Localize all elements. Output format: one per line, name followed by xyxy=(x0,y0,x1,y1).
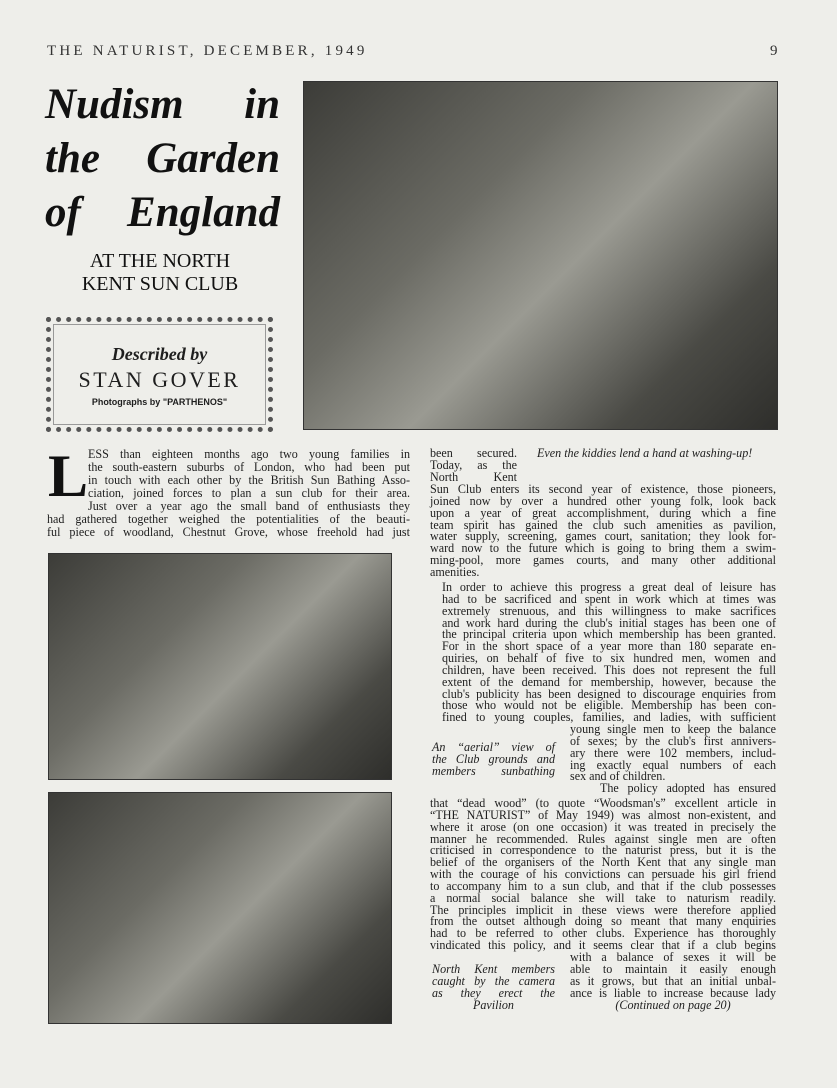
text-line: that “dead wood” (to quote “Woodsman's” excellent article in xyxy=(430,796,776,810)
text-line: ful piece of woodland, Chestnut Grove, whose freehold had just xyxy=(47,525,410,539)
page-number: 9 xyxy=(770,43,778,59)
text-line: had to be sacrificed and spent in work which at times was xyxy=(442,591,776,606)
text-line: The policy adopted has ensured xyxy=(600,781,776,796)
text-line: For in the short space of a year more than 180 separate en- xyxy=(442,639,776,654)
text-line: had gathered together weighed the potentialities of the beauti- xyxy=(47,512,410,526)
text-line: able to maintain it easily enough xyxy=(570,961,776,976)
right-narrow-2 xyxy=(570,952,776,999)
text-line: caught by the camera xyxy=(432,973,555,988)
text-line: the south-eastern suburbs of London, who had been put xyxy=(88,460,410,474)
text-line: in touch with each other by the British Sun Bathing Asso- xyxy=(88,473,410,487)
text-line: a normal social balance she will take to naturism readily. xyxy=(430,890,776,905)
text-line: criticised in correspondence to the naturist press, but it is the xyxy=(430,843,776,858)
author-name: STAN GOVER xyxy=(78,367,241,392)
text-line: In order to achieve this progress a great deal of leisure has xyxy=(442,580,776,594)
text-line: belief of the organisers of the North Kent that any single man xyxy=(430,855,776,870)
photo-aerial-view xyxy=(48,553,392,780)
text-line: amenities. xyxy=(430,564,480,579)
text-line: the principal criteria upon which membership has been granted. xyxy=(442,627,776,642)
caption-washing-up: Even the kiddies lend a hand at washing-up! xyxy=(537,446,753,460)
text-line: ing exactly equal numbers of each xyxy=(570,757,776,772)
text-line: ming-pool, more games courts, and many other additional xyxy=(430,553,776,568)
title-line: of England xyxy=(45,189,280,236)
text-line: North Kent xyxy=(430,469,517,484)
text-line: ward now to the future which is going to bring them a swim- xyxy=(430,541,776,556)
text-line: young single men to keep the balance xyxy=(570,722,776,736)
text-line: extremely strenuous, and this willingness to make sacrifices xyxy=(442,603,776,618)
byline-box xyxy=(46,317,273,432)
text-line: sex and of children. xyxy=(570,769,666,784)
text-line: and work hard during the club's initial stages has been one of xyxy=(442,615,776,630)
text-line: vindicated this policy, and it seems clear that if a club begins xyxy=(430,938,776,953)
text-line: where it arose (on one occasion) it was treated in precisely the xyxy=(430,819,776,834)
text-line: with the courage of his convictions can persuade his girl friend xyxy=(430,867,776,882)
title-line: Nudism in xyxy=(45,81,280,128)
text-line: ESS than eighteen months ago two young families in xyxy=(88,447,410,461)
caption-aerial-view xyxy=(432,742,555,778)
text-line: North Kent members xyxy=(432,962,555,976)
right-narrow-1 xyxy=(570,724,776,795)
drop-cap: L xyxy=(48,443,89,509)
article-title xyxy=(45,78,280,240)
text-line: children, have been received. This does not represent the full xyxy=(442,662,776,677)
text-line: ance is liable to increase because lady xyxy=(570,985,776,1000)
running-head: THE NATURIST, DECEMBER, 1949 xyxy=(47,43,368,59)
text-line: as they erect the xyxy=(432,985,555,1000)
left-intro-full xyxy=(47,513,410,539)
text-line: fined to young couples, families, and ladies, with sufficient xyxy=(442,710,776,725)
caption-pavilion xyxy=(432,964,555,1011)
text-line: club's publicity has been designed to discourage enquiries from xyxy=(442,686,776,701)
left-intro-indented xyxy=(88,448,410,513)
text-line: from the outset although doing so meant that many enquiries xyxy=(430,914,776,929)
text-line: to accompany him to a sun club, and that if the club possesses xyxy=(430,878,776,893)
text-line: members sunbathing xyxy=(432,763,555,778)
right-paragraph-1 xyxy=(430,484,776,579)
text-line: as it grows, but that an initial unbal- xyxy=(570,973,776,988)
text-line: An “aerial” view of xyxy=(432,740,555,754)
text-line: the Club grounds and xyxy=(432,751,555,766)
right-short-lines xyxy=(430,448,517,484)
text-line: had to be referred to other clubs. Experience has thoroughly xyxy=(430,926,776,941)
right-paragraph-2 xyxy=(430,582,776,724)
text-line: Pavilion xyxy=(473,997,514,1012)
text-line: with a balance of sexes it will be xyxy=(570,950,776,964)
right-paragraph-3 xyxy=(430,798,776,952)
text-line: Today, as the xyxy=(430,457,517,472)
text-line: joined now by over a hundred other young folk, look back xyxy=(430,493,776,508)
article-subtitle xyxy=(45,250,275,296)
photo-washing-up xyxy=(303,81,778,430)
text-line: Sun Club enters its second year of existence, those pioneers, xyxy=(430,482,776,496)
text-line: water supply, screening, games court, sanitation; they look for- xyxy=(430,529,776,544)
subtitle-line: KENT SUN CLUB xyxy=(81,273,239,295)
text-line: “THE NATURIST” of May 1949) was almost non-existent, and xyxy=(430,807,776,822)
text-line: of sexes; by the club's first annivers- xyxy=(570,733,776,748)
text-line: extent of the demand for membership, however, because the xyxy=(442,674,776,689)
described-by: Described by xyxy=(111,344,208,364)
continued-note: (Continued on page 20) xyxy=(615,998,731,1012)
text-line: team spirit has gained the club such amenities as pavilion, xyxy=(430,517,776,532)
title-line: the Garden xyxy=(45,135,280,182)
text-line: manner he recommended. Rules against single men are often xyxy=(430,831,776,846)
subtitle-line: AT THE NORTH xyxy=(89,250,231,272)
text-line: upon a year of great accomplishment, during which a fine xyxy=(430,505,776,520)
text-line: quiries, on behalf of five to six hundred men, women and xyxy=(442,651,776,666)
text-line: The principles implicit in these views were therefore applied xyxy=(430,902,776,917)
text-line: Just over a year ago the small band of enthusiasts they xyxy=(88,499,410,513)
text-line: ary there were 102 members, includ- xyxy=(570,745,776,760)
text-line: those who would not be eligible. Membership has been con- xyxy=(442,698,776,713)
text-line: ciation, joined forces to plan a sun club for their area. xyxy=(88,486,410,500)
text-line: been secured. xyxy=(430,446,517,460)
photo-pavilion xyxy=(48,792,392,1024)
photo-credit: Photographs by "PARTHENOS" xyxy=(91,397,228,407)
